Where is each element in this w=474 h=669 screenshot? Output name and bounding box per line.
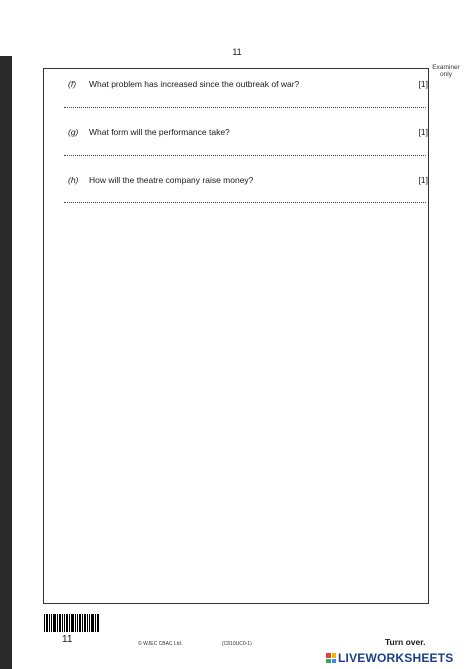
page-number: 11 <box>232 47 242 57</box>
question-text: What problem has increased since the outbreak of war? <box>89 79 300 89</box>
question-h <box>44 175 430 189</box>
answer-line-g[interactable] <box>64 155 426 156</box>
answer-frame <box>43 68 429 604</box>
footer-page-number: 11 <box>62 634 73 645</box>
question-f <box>44 79 430 93</box>
question-label: (g) <box>68 127 79 137</box>
question-label: (f) <box>68 79 77 89</box>
answer-line-h[interactable] <box>64 202 426 203</box>
copyright-text: © WJEC CBAC Ltd. <box>138 641 183 647</box>
answer-line-f[interactable] <box>64 107 426 108</box>
liveworksheets-wordmark: LIVEWORKSHEETS <box>338 651 454 665</box>
question-label: (h) <box>68 175 79 185</box>
paper-code: (C810UC0-1) <box>222 641 252 647</box>
question-mark: [1] <box>418 79 428 89</box>
logo-square <box>332 653 337 658</box>
barcode-icon <box>44 614 99 632</box>
question-text: What form will the performance take? <box>89 127 230 137</box>
turn-over-text: Turn over. <box>385 637 426 647</box>
liveworksheets-grid-icon <box>326 653 336 663</box>
logo-square <box>326 653 331 658</box>
logo-square <box>332 659 337 664</box>
logo-square <box>326 659 331 664</box>
question-g <box>44 127 430 141</box>
question-text: How will the theatre company raise money? <box>89 175 254 185</box>
question-mark: [1] <box>418 127 428 137</box>
examiner-only-label: Examiner only <box>432 64 460 78</box>
question-mark: [1] <box>418 175 428 185</box>
liveworksheets-logo <box>326 651 453 665</box>
page-edge-bar <box>0 56 12 669</box>
